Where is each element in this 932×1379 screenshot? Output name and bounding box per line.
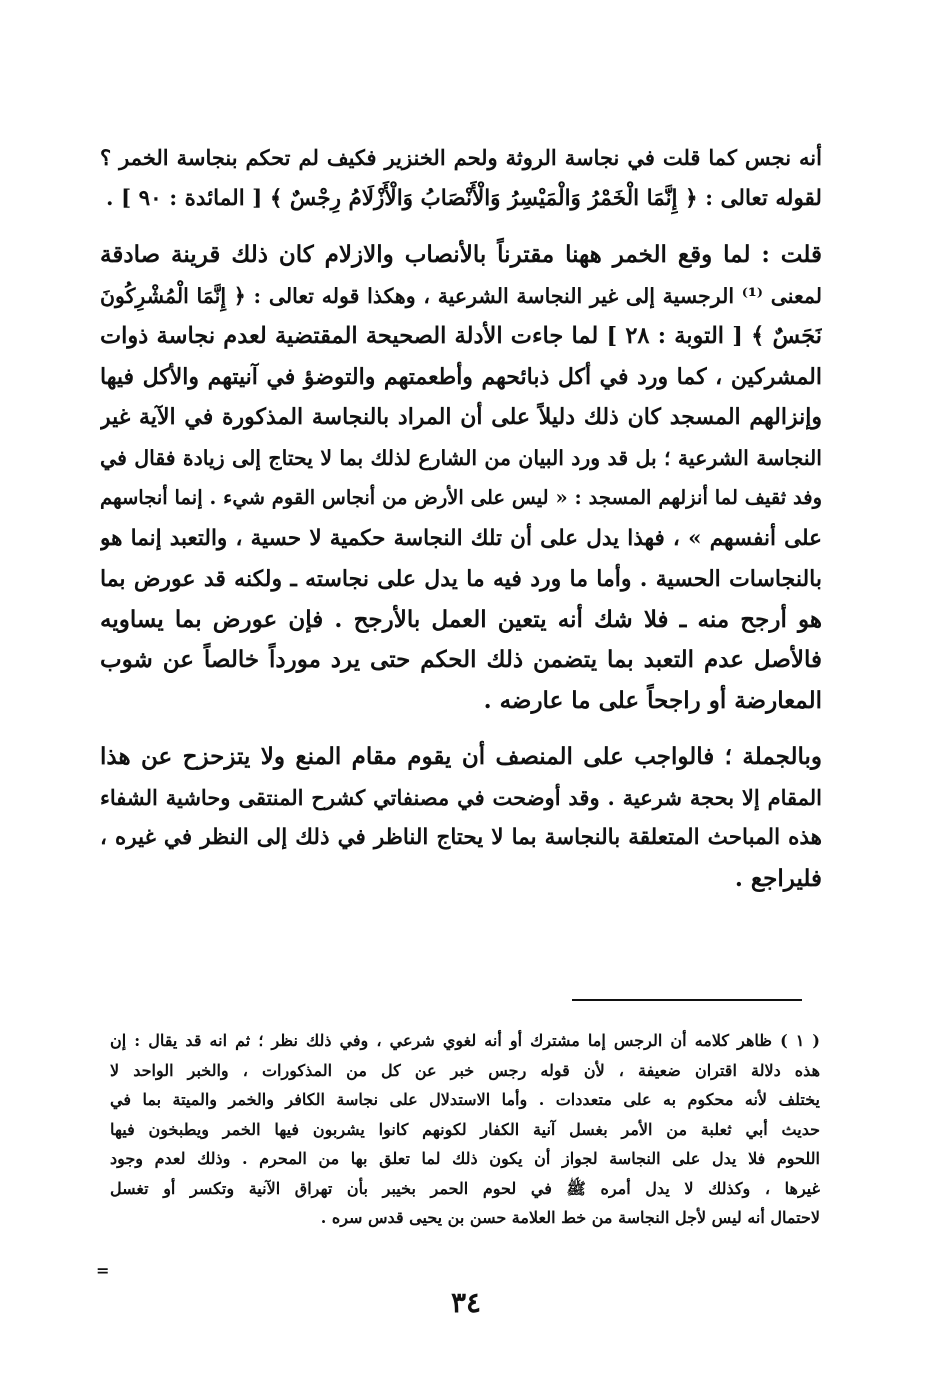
text-line: وإنزالهم المسجد كان ذلك دليلاً على أن المراد بالنجاسة المذكورة في الآية غير: [100, 404, 822, 430]
footnote-separator: [572, 999, 802, 1001]
footnote-line: حديث أبي ثعلبة من الأمر بغسل آنية الكفار لكونهم كانوا يشربون فيها الخمر ويطبخون فيها: [110, 1119, 820, 1139]
footnote-end-mark: =: [96, 1261, 110, 1280]
footnote-line: ( ١ ) ظاهر كلامه أن الرجس إما مشترك أو أنه لغوي شرعي ، وفي ذلك نظر ؛ ثم انه قد يقال : إن: [110, 1031, 820, 1050]
text-line: هذه المباحث المتعلقة بالنجاسة بما لا يحتاج الناظر في ذلك إلى النظر في غيره ،: [100, 825, 822, 850]
text-line: أنه نجس كما قلت في نجاسة الروثة ولحم الخنزير فكيف لم تحكم بنجاسة الخمر ؟: [100, 145, 822, 170]
text-line: فالأصل عدم التعبد بما يتضمن ذلك الحكم حتى يرد مورداً خالصاً عن شوب: [100, 646, 822, 673]
text-line: نَجَسٌ ﴾ [ التوبة : ٢٨ ] لما جاءت الأدلة الصحيحة المقتضية لعدم نجاسة ذوات: [100, 323, 822, 349]
footnote-line: لاحتمال أنه ليس لأجل النجاسة من خط العلامة حسن بن يحيى قدس سره .: [320, 1208, 820, 1227]
text-line: بالنجاسات الحسية . وأما ما ورد فيه ما يدل على نجاسته ـ ولكنه قد عورض بما: [100, 566, 822, 592]
text-line: على أنفسهم » ، فهذا يدل على أن تلك النجاسة حكمية لا حسية ، والتعبد إنما هو: [100, 525, 822, 551]
footnote-line: يختلف لأنه محكوم به على متعددات . وأما الاستدلال على نجاسة الكافر والخمر والميتة بما في: [110, 1090, 820, 1109]
text-line: النجاسة الشرعية ؛ بل قد ورد البيان من الشارع لذلك بما لا يحتاج إلى زيادة فقال في: [100, 445, 822, 470]
text-line: المشركين ، كما ورد في أكل ذبائحهم وأطعمتهم والتوضؤ في آنيتهم والأكل فيها: [100, 363, 822, 390]
text-line: المقام إلا بحجة شرعية . وقد أوضحت في مصنفاتي كشرح المنتقى وحاشية الشفاء: [100, 784, 822, 810]
main-text: [100, 138, 822, 899]
text-line: وبالجملة ؛ فالواجب على المنصف أن يقوم مقام المنع ولا يتزحزح عن هذا: [100, 743, 822, 770]
text-line: هو أرجح منه ـ فلا شك أنه يتعين العمل بالأرجح . فإن عورض بما يساويه: [100, 605, 822, 633]
footnote-line: هذه دلالة اقتران ضعيفة ، لأن قوله رجس خبر عن كل من المذكورات ، والخبر الواحد لا: [110, 1060, 820, 1080]
text-line: لقوله تعالى : ﴿ إِنَّمَا الْخَمْرُ وَالْمَيْسِرُ وَالْأَنْصَابُ وَالْأَزْلَامُ رِجْسٌ ﴾ [ المائدة : ٩٠ ] .: [105, 185, 822, 211]
text-line: وفد ثقيف لما أنزلهم المسجد : « ليس على الأرض من أنجاس القوم شيء . إنما أنجاسهم: [100, 486, 822, 509]
footnote-line: اللحوم فلا يدل على النجاسة لجواز أن يكون ذلك لما تعلق بها من المحرم . وذلك لعدم وجود: [110, 1149, 820, 1168]
text-line: المعارضة أو راجحاً على ما عارضه .: [483, 686, 822, 714]
footnote-block: [110, 1026, 820, 1233]
page-number: ٣٤: [450, 1286, 482, 1319]
footnote-line: غيرها ، وكذلك لا يدل أمره ﷺ في لحوم الحمر بخيبر بأن تهراق الآنية وتكسر أو تغسل: [110, 1178, 820, 1198]
text-line: فليراجع .: [734, 864, 822, 892]
text-line: قلت : لما وقع الخمر ههنا مقترناً بالأنصاب والازلام كان ذلك قرينة صادقة: [100, 241, 822, 268]
text-line: لمعنى ⁽¹⁾ الرجسية إلى غير النجاسة الشرعية ، وهكذا قوله تعالى : ﴿ إِنَّمَا الْمُشْرِكُونَ: [100, 283, 822, 308]
